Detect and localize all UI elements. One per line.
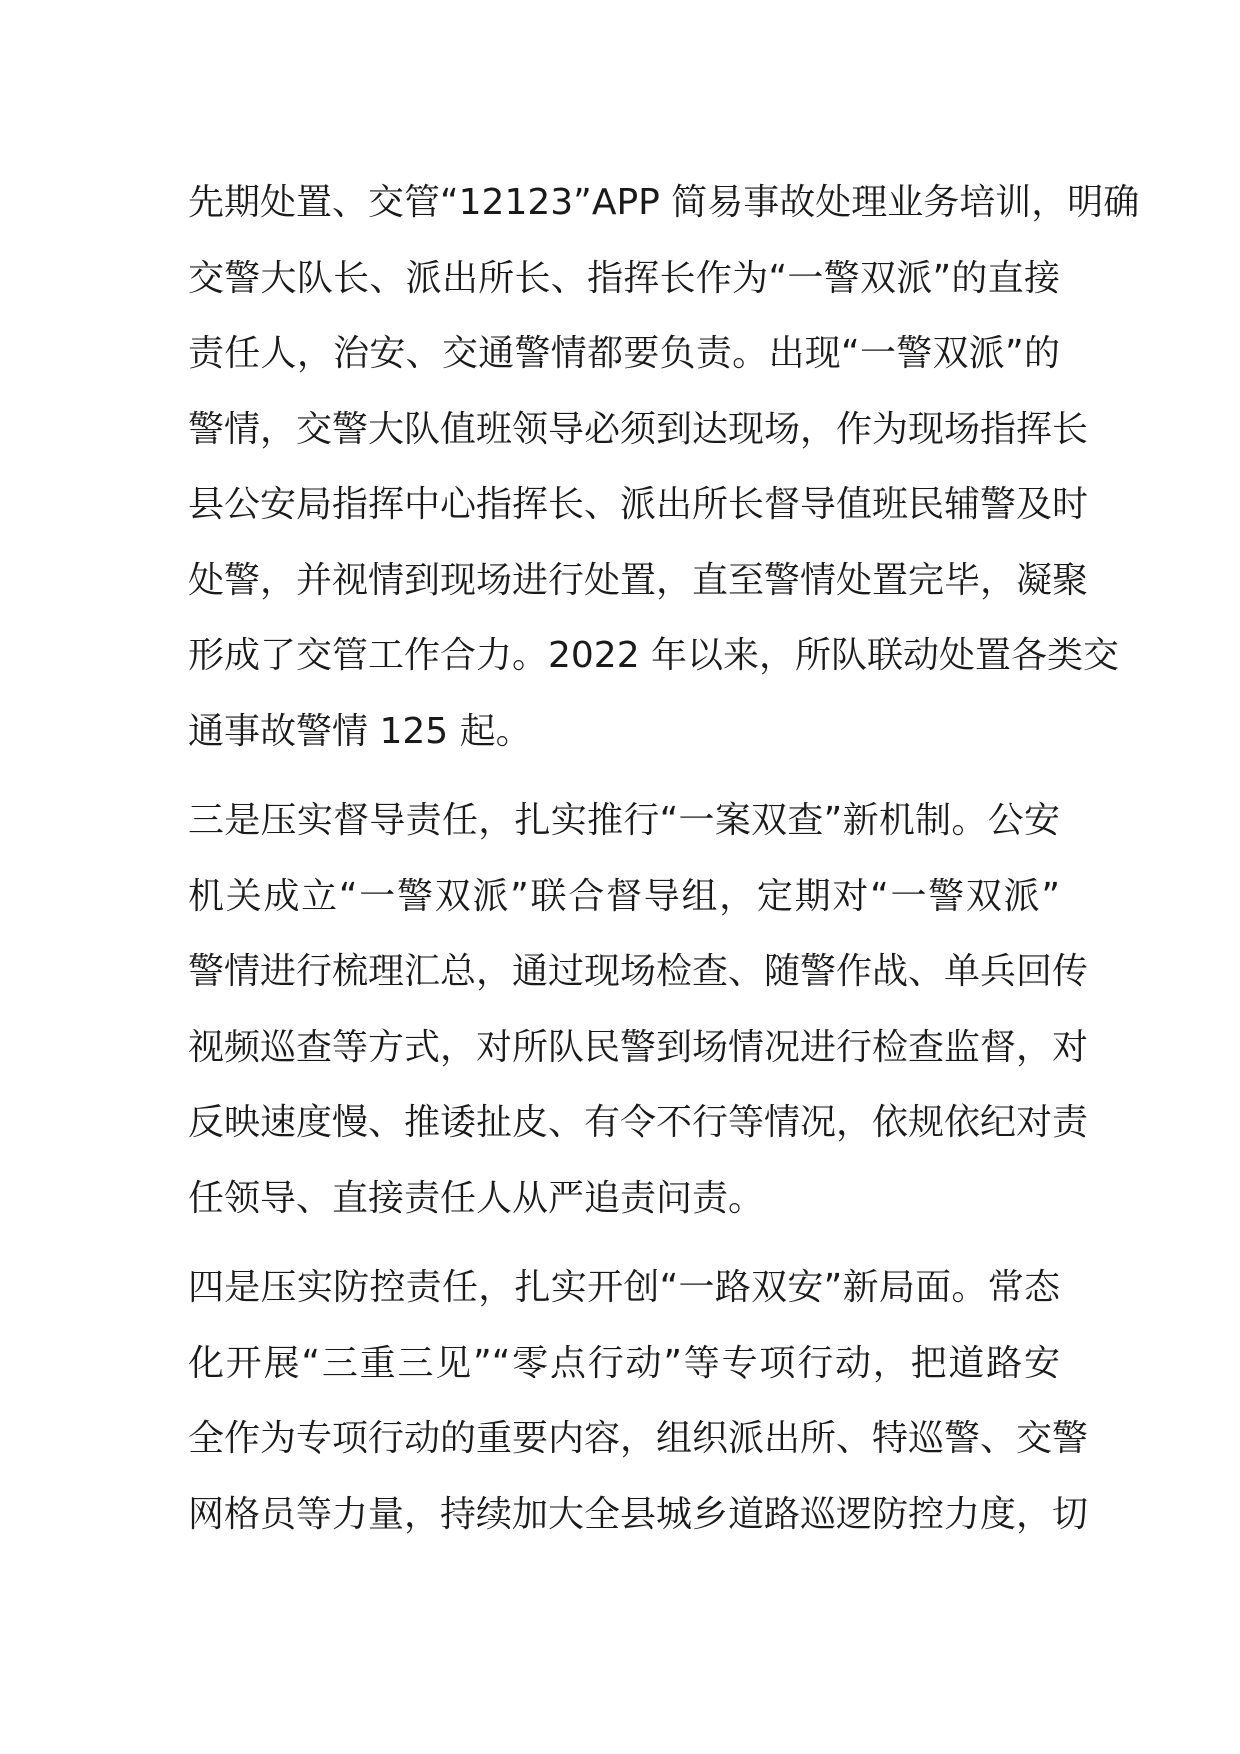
paragraph-1 — [188, 165, 1140, 769]
text-line: 化开展“三重三见”“零点行动”等专项行动，把道路安 — [188, 1342, 1060, 1384]
text-line: 形成了交管工作合力。2022 年以来，所队联动处置各类交 — [188, 635, 1120, 676]
text-line: 任领导、直接责任人从严追责问责。 — [188, 1177, 765, 1219]
text-line: 四是压实防控责任，扎实开创“一路双安”新局面。常态 — [188, 1267, 1060, 1308]
text-line: 县公安局指挥中心指挥长、派出所长督导值班民辅警及时 — [188, 484, 1089, 525]
text-line: 全作为专项行动的重要内容，组织派出所、特巡警、交警 — [188, 1418, 1089, 1459]
text-line: 先期处置、交管“12123”APP 简易事故处理业务培训，明确 — [188, 182, 1140, 223]
text-line: 网格员等力量，持续加大全县城乡道路巡逻防控力度，切 — [188, 1493, 1089, 1535]
text-line: 警情进行梳理汇总，通过现场检查、随警作战、单兵回传 — [188, 951, 1089, 992]
paragraph-3 — [188, 1250, 1089, 1552]
document-body — [188, 165, 1140, 1566]
text-line: 责任人，治安、交通警情都要负责。出现“一警双派”的 — [188, 333, 1060, 374]
paragraph-2 — [188, 783, 1089, 1236]
text-line: 反映速度慢、推诿扯皮、有令不行等情况，依规依纪对责 — [188, 1102, 1089, 1143]
text-line: 通事故警情 125 起。 — [188, 710, 532, 752]
text-line: 视频巡查等方式，对所队民警到场情况进行检查监督，对 — [188, 1026, 1089, 1068]
text-line: 机关成立“一警双派”联合督导组，定期对“一警双派” — [188, 875, 1060, 917]
text-line: 警情，交警大队值班领导必须到达现场，作为现场指挥长 — [188, 408, 1089, 450]
text-line: 处警，并视情到现场进行处置，直至警情处置完毕，凝聚 — [188, 559, 1089, 601]
text-line: 三是压实督导责任，扎实推行“一案双查”新机制。公安 — [188, 800, 1060, 841]
text-line: 交警大队长、派出所长、指挥长作为“一警双派”的直接 — [188, 257, 1060, 299]
